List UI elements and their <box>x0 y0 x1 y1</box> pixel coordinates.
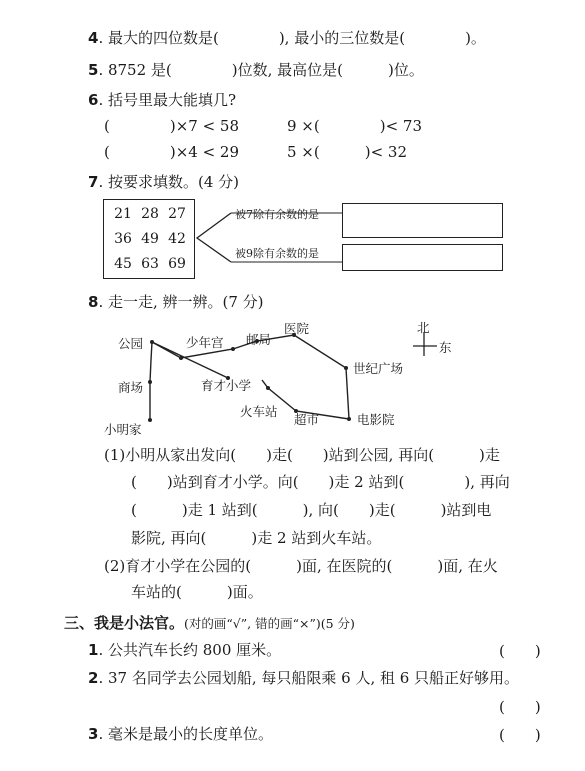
grid-number: 36 <box>114 231 132 247</box>
sub-question-2-line: 车站的( )面。 <box>131 583 263 601</box>
label-remainder-9: 被9除有余数的是 <box>235 247 319 260</box>
question-text: . 8752 是( )位数, 最高位是( )位。 <box>98 61 424 79</box>
compass-east-label: 东 <box>439 340 452 355</box>
map-label-hospital: 医院 <box>284 321 310 336</box>
item-number: 1 <box>88 641 99 659</box>
item-text: . 毫米是最小的长度单位。 <box>98 725 273 743</box>
map-label-youth-palace: 少年宫 <box>186 335 224 350</box>
compass-north-label: 北 <box>417 320 430 335</box>
map-label-post-office: 邮局 <box>246 332 272 347</box>
grid-number: 42 <box>168 231 186 247</box>
grid-number: 28 <box>141 206 159 222</box>
sub-question-1-line: 影院, 再向( )走 2 站到火车站。 <box>131 529 382 547</box>
map-label-cinema: 电影院 <box>357 412 395 427</box>
inequality-item: 5 ×( )< 32 <box>287 143 408 161</box>
sub-question-2-line: (2)育才小学在公园的( )面, 在医院的( )面, 在火 <box>104 557 498 575</box>
section-note: (对的画“√”, 错的画“×”)(5 分) <box>184 616 355 631</box>
grid-number: 49 <box>141 231 159 247</box>
inequality-item: ( )×4 < 29 <box>104 143 240 161</box>
map-label-station: 火车站 <box>240 404 278 419</box>
map-label-park: 公园 <box>118 336 144 351</box>
answer-box-7[interactable] <box>342 203 503 238</box>
grid-number: 63 <box>141 256 159 272</box>
judge-item-2 <box>88 668 519 688</box>
map-label-home: 小明家 <box>104 422 142 437</box>
item-number: 3 <box>88 725 99 743</box>
map-label-supermarket: 超市 <box>294 412 320 427</box>
grid-number: 21 <box>114 206 132 222</box>
item-text: . 公共汽车长约 800 厘米。 <box>98 641 282 659</box>
question-number: 8 <box>88 293 99 311</box>
section-3-title <box>64 612 355 633</box>
answer-box-9[interactable] <box>342 244 503 271</box>
sub-question-1-line: (1)小明从家出发向( )走( )站到公园, 再向( )走 <box>104 446 500 464</box>
grid-number: 69 <box>168 256 186 272</box>
map-label-square: 世纪广场 <box>353 361 404 376</box>
question-text: . 最大的四位数是( ), 最小的三位数是( )。 <box>98 29 486 47</box>
judge-item-1 <box>88 640 281 660</box>
question-number: 6 <box>88 91 99 109</box>
judge-item-3 <box>88 724 273 744</box>
map-label-mall: 商场 <box>118 380 144 395</box>
question-text: . 括号里最大能填几? <box>98 91 237 109</box>
question-text: . 走一走, 辨一辨。(7 分) <box>98 293 264 311</box>
question-number: 7 <box>88 173 99 191</box>
answer-paren[interactable]: ( ) <box>499 726 541 744</box>
label-remainder-7: 被7除有余数的是 <box>235 208 319 221</box>
inequality-item: 9 ×( )< 73 <box>287 117 423 135</box>
map-label-school: 育才小学 <box>201 378 252 393</box>
question-number: 5 <box>88 61 99 79</box>
sub-question-1-line: ( )走 1 站到( ), 向( )走( )站到电 <box>131 501 492 519</box>
grid-number: 45 <box>114 256 132 272</box>
item-number: 2 <box>88 669 99 687</box>
sub-question-1-line: ( )站到育才小学。向( )走 2 站到( ), 再向 <box>131 473 510 491</box>
answer-paren[interactable]: ( ) <box>499 698 541 716</box>
question-number: 4 <box>88 29 99 47</box>
grid-number: 27 <box>168 206 186 222</box>
question-text: . 按要求填数。(4 分) <box>98 173 239 191</box>
inequality-item: ( )×7 < 58 <box>104 117 240 135</box>
answer-paren[interactable]: ( ) <box>499 642 541 660</box>
section-title-text: 三、我是小法官。 <box>64 614 185 632</box>
item-text: . 37 名同学去公园划船, 每只船限乘 6 人, 租 6 只船正好够用。 <box>98 669 520 687</box>
question-8 <box>88 292 264 312</box>
